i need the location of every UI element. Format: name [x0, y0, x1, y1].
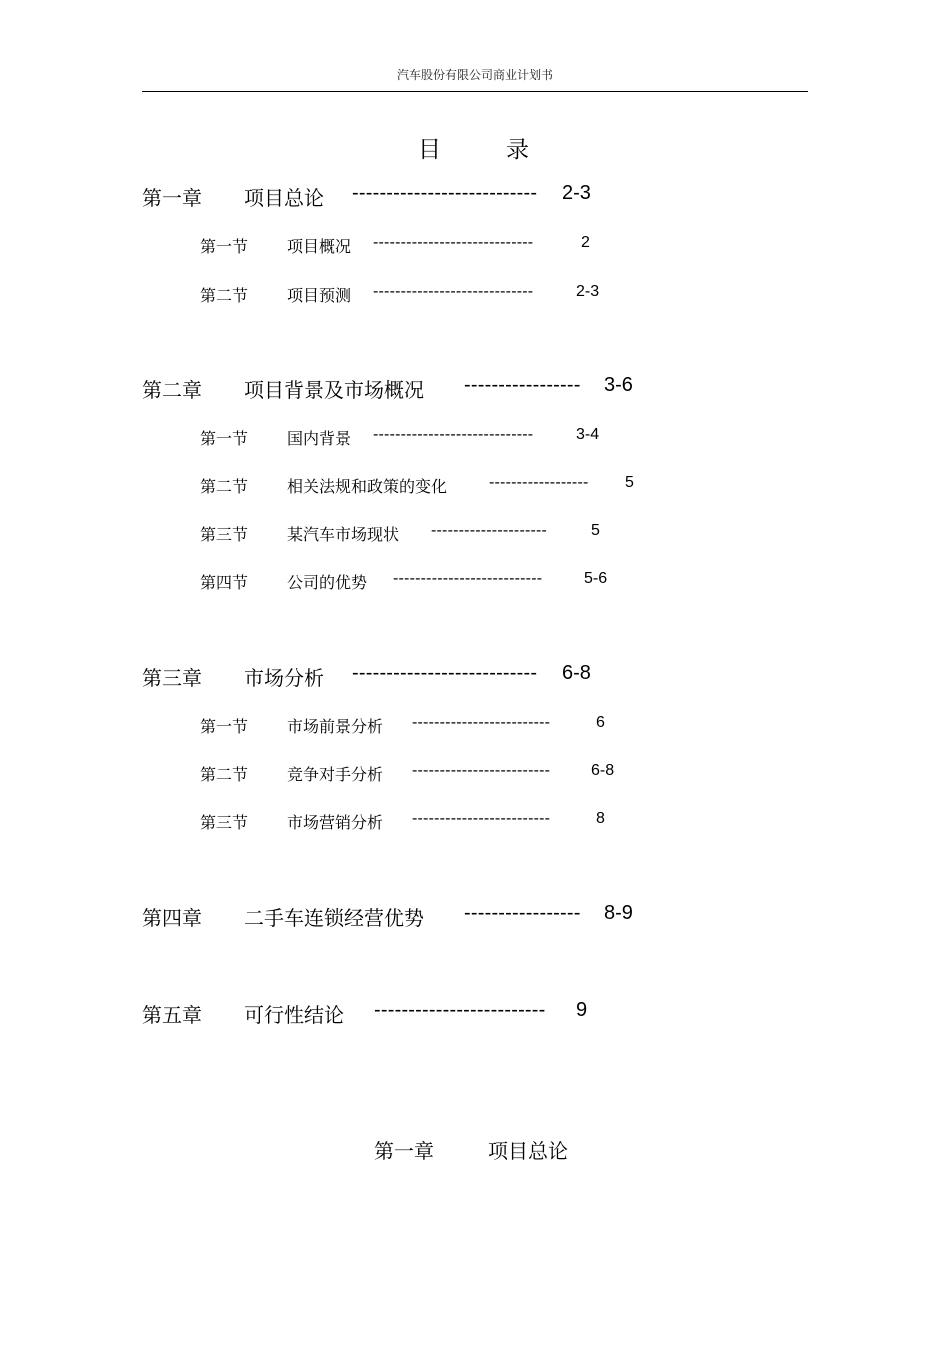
- section-page: 8: [596, 810, 605, 827]
- section-page: 2-3: [576, 283, 600, 300]
- chapter-page: 8-9: [604, 902, 633, 924]
- chapter-label: 第三章: [142, 666, 202, 690]
- chapter-label: 第五章: [142, 1003, 202, 1027]
- chapter-leader: -----------------: [464, 374, 581, 396]
- section-title: 相关法规和政策的变化: [287, 477, 448, 496]
- section-page: 6-8: [591, 762, 615, 779]
- section-page: 5-6: [584, 570, 608, 587]
- chapter-title: 可行性结论: [244, 1003, 344, 1027]
- section-page: 2: [581, 234, 590, 251]
- section-label: 第二节: [200, 765, 249, 784]
- toc-title-left: 目: [418, 137, 441, 163]
- body-heading-title: 项目总论: [488, 1139, 568, 1163]
- section-title: 市场前景分析: [287, 717, 384, 736]
- section-title: 某汽车市场现状: [287, 525, 400, 544]
- chapter-page: 9: [576, 999, 588, 1021]
- section-leader: -------------------------: [412, 810, 551, 827]
- section-title: 竞争对手分析: [287, 765, 384, 784]
- chapter-leader: ---------------------------: [352, 182, 538, 204]
- section-page: 3-4: [576, 426, 600, 443]
- section-page: 6: [596, 714, 605, 731]
- chapter-leader: -----------------: [464, 902, 581, 924]
- section-leader: ---------------------------: [393, 570, 543, 587]
- chapter-page: 6-8: [562, 662, 591, 684]
- header-rule: [142, 91, 808, 92]
- page-header: 汽车股份有限公司商业计划书: [396, 68, 553, 82]
- chapter-page: 3-6: [604, 374, 633, 396]
- section-title: 市场营销分析: [287, 813, 384, 832]
- section-title: 国内背景: [287, 429, 352, 448]
- chapter-title: 项目背景及市场概况: [244, 378, 424, 402]
- section-title: 项目概况: [287, 237, 352, 256]
- chapter-label: 第四章: [142, 906, 202, 930]
- chapter-leader: ---------------------------: [352, 662, 538, 684]
- section-label: 第四节: [200, 573, 249, 592]
- toc-title-right: 录: [506, 137, 529, 163]
- section-title: 项目预测: [287, 286, 352, 305]
- section-leader: -------------------------: [412, 714, 551, 731]
- chapter-label: 第二章: [142, 378, 202, 402]
- body-heading-label: 第一章: [374, 1139, 434, 1163]
- section-page: 5: [625, 474, 634, 491]
- section-leader: -------------------------: [412, 762, 551, 779]
- section-leader: ---------------------: [431, 522, 548, 539]
- section-label: 第三节: [200, 525, 249, 544]
- chapter-leader: -------------------------: [374, 999, 546, 1021]
- section-label: 第一节: [200, 237, 249, 256]
- section-leader: -----------------------------: [373, 283, 534, 300]
- section-label: 第二节: [200, 286, 249, 305]
- section-title: 公司的优势: [287, 573, 368, 592]
- section-page: 5: [591, 522, 600, 539]
- chapter-title: 市场分析: [244, 666, 324, 690]
- chapter-page: 2-3: [562, 182, 591, 204]
- chapter-title: 项目总论: [244, 186, 324, 210]
- section-label: 第二节: [200, 477, 249, 496]
- chapter-title: 二手车连锁经营优势: [244, 906, 424, 930]
- section-label: 第三节: [200, 813, 249, 832]
- section-label: 第一节: [200, 429, 249, 448]
- section-leader: ------------------: [489, 474, 589, 491]
- section-leader: -----------------------------: [373, 234, 534, 251]
- chapter-label: 第一章: [142, 186, 202, 210]
- section-label: 第一节: [200, 717, 249, 736]
- section-leader: -----------------------------: [373, 426, 534, 443]
